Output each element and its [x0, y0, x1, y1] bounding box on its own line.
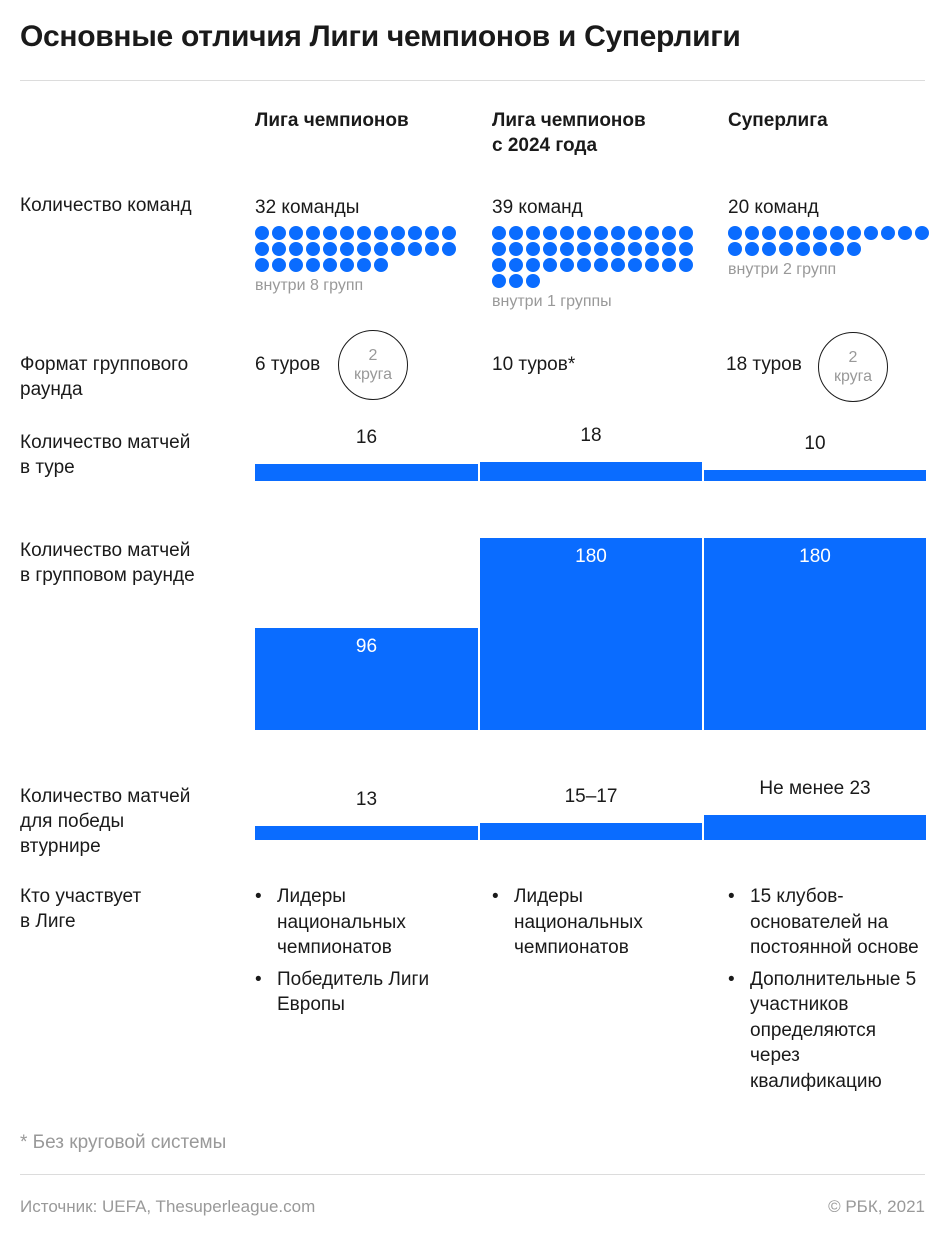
- bar-value-label: 16: [355, 427, 378, 448]
- copyright: © РБК, 2021: [828, 1197, 925, 1216]
- bar-value-label: 10: [804, 433, 826, 454]
- team-dot: [357, 242, 371, 256]
- team-dot: [509, 242, 523, 256]
- bar: [255, 826, 478, 840]
- team-dot: [442, 226, 456, 240]
- team-dot: [492, 274, 506, 288]
- team-dot: [492, 258, 506, 272]
- team-dot: [796, 226, 810, 240]
- bottom-divider: [20, 1174, 925, 1175]
- bar: [704, 815, 926, 840]
- team-dot: [645, 258, 659, 272]
- bar-value-label: 180: [575, 546, 607, 567]
- row-label-teams: Количество команд: [20, 195, 192, 216]
- team-dot: [509, 258, 523, 272]
- team-dots: [255, 226, 460, 272]
- team-dot: [323, 242, 337, 256]
- bar-value-label: 13: [355, 789, 378, 810]
- team-dot: [425, 226, 439, 240]
- team-dot: [762, 242, 776, 256]
- teams-groups-label: внутри 2 групп: [728, 261, 837, 278]
- list-item: • Лидеры национальных чемпионатов: [492, 884, 692, 961]
- team-dot: [847, 226, 861, 240]
- team-dot: [442, 242, 456, 256]
- column-header-ucl: Лига чемпионов: [255, 110, 409, 131]
- team-dot: [813, 226, 827, 240]
- team-dots: [728, 226, 933, 256]
- team-dot: [306, 258, 320, 272]
- teams-groups-label: внутри 8 групп: [255, 277, 364, 294]
- two-rounds-circle: 2 круга: [818, 332, 888, 402]
- team-dot: [255, 258, 269, 272]
- team-dot: [340, 258, 354, 272]
- row-label-matches-per-tour: Количество матчей в туре: [20, 432, 191, 478]
- team-dot: [272, 226, 286, 240]
- team-dot: [408, 226, 422, 240]
- team-dot: [628, 226, 642, 240]
- team-dot: [762, 226, 776, 240]
- team-dot: [847, 242, 861, 256]
- team-dot: [679, 242, 693, 256]
- team-dot: [864, 226, 878, 240]
- team-dot: [779, 242, 793, 256]
- team-dot: [289, 258, 303, 272]
- team-dot: [509, 274, 523, 288]
- team-dot: [779, 226, 793, 240]
- team-dot: [323, 258, 337, 272]
- team-dot: [560, 258, 574, 272]
- teams-count-label: 32 команды: [255, 197, 360, 218]
- bar: [480, 823, 702, 840]
- teams-ucl: [255, 195, 460, 296]
- team-dot: [374, 226, 388, 240]
- team-dot: [272, 242, 286, 256]
- team-dot: [357, 258, 371, 272]
- team-dot: [745, 242, 759, 256]
- team-dot: [915, 226, 929, 240]
- team-dot: [898, 226, 912, 240]
- format-ucl-2024-tours: 10 туров*: [492, 354, 576, 375]
- column-header-ucl-2024: Лига чемпионов с 2024 года: [492, 110, 646, 156]
- teams-superleague: [728, 195, 933, 280]
- team-dot: [577, 258, 591, 272]
- team-dot: [543, 242, 557, 256]
- bar-value-label: Не менее 23: [759, 778, 871, 799]
- team-dot: [408, 242, 422, 256]
- team-dot: [662, 226, 676, 240]
- team-dot: [645, 226, 659, 240]
- team-dot: [577, 242, 591, 256]
- list-item: • Победитель Лиги Европы: [255, 967, 460, 1018]
- participants-superleague: [728, 884, 928, 1100]
- team-dot: [662, 258, 676, 272]
- team-dot: [357, 226, 371, 240]
- footnote: * Без круговой системы: [20, 1132, 227, 1153]
- teams-count-label: 20 команд: [728, 197, 819, 218]
- team-dot: [526, 258, 540, 272]
- team-dot: [391, 226, 405, 240]
- team-dot: [255, 226, 269, 240]
- row-label-matches-to-win: Количество матчей для победы втурнире: [20, 786, 191, 857]
- team-dot: [255, 242, 269, 256]
- team-dot: [543, 258, 557, 272]
- top-divider: [20, 80, 925, 81]
- team-dot: [813, 242, 827, 256]
- source-note: Источник: UEFA, Thesuperleague.com: [20, 1197, 316, 1216]
- team-dot: [611, 226, 625, 240]
- team-dot: [728, 242, 742, 256]
- team-dot: [560, 242, 574, 256]
- bar-value-label: 180: [799, 546, 831, 567]
- team-dot: [679, 258, 693, 272]
- team-dot: [662, 242, 676, 256]
- team-dot: [830, 226, 844, 240]
- list-item: • Лидеры национальных чемпионатов: [255, 884, 460, 961]
- team-dot: [679, 226, 693, 240]
- page-title: Основные отличия Лиги чемпионов и Суперлиги: [20, 20, 741, 53]
- row-label-participants: Кто участвует в Лиге: [20, 886, 142, 932]
- team-dot: [323, 226, 337, 240]
- team-dot: [745, 226, 759, 240]
- team-dot: [289, 226, 303, 240]
- team-dot: [374, 242, 388, 256]
- participants-ucl-2024: [492, 884, 692, 967]
- team-dot: [391, 242, 405, 256]
- column-header-superleague: Суперлига: [728, 110, 828, 131]
- bar: [255, 464, 478, 481]
- format-superleague-tours: 18 туров: [726, 354, 802, 375]
- teams-count-label: 39 команд: [492, 197, 583, 218]
- list-item: • 15 клубов-основателей на постоянной основе: [728, 884, 928, 961]
- team-dot: [509, 226, 523, 240]
- team-dot: [492, 242, 506, 256]
- team-dot: [628, 258, 642, 272]
- team-dot: [594, 242, 608, 256]
- team-dot: [526, 242, 540, 256]
- row-label-format: Формат группового раунда: [20, 354, 189, 400]
- two-rounds-circle: 2 круга: [338, 330, 408, 400]
- team-dot: [289, 242, 303, 256]
- team-dot: [577, 226, 591, 240]
- team-dots: [492, 226, 697, 288]
- team-dot: [796, 242, 810, 256]
- bar: [704, 470, 926, 481]
- team-dot: [272, 258, 286, 272]
- team-dot: [425, 242, 439, 256]
- team-dot: [728, 226, 742, 240]
- team-dot: [611, 258, 625, 272]
- team-dot: [306, 242, 320, 256]
- team-dot: [628, 242, 642, 256]
- team-dot: [374, 258, 388, 272]
- team-dot: [645, 242, 659, 256]
- teams-ucl-2024: [492, 195, 697, 312]
- row-label-matches-group: Количество матчей в групповом раунде: [20, 540, 195, 586]
- bar: [480, 462, 702, 481]
- participants-ucl: [255, 884, 460, 1024]
- format-ucl-tours: 6 туров: [255, 354, 321, 375]
- bar-value-label: 15–17: [564, 786, 618, 807]
- list-item: • Дополнительные 5 участников определяются через квалификацию: [728, 967, 928, 1095]
- team-dot: [492, 226, 506, 240]
- bar-value-label: 18: [580, 425, 602, 446]
- team-dot: [526, 226, 540, 240]
- bar-value-label: 96: [355, 636, 378, 657]
- team-dot: [340, 226, 354, 240]
- team-dot: [830, 242, 844, 256]
- team-dot: [560, 226, 574, 240]
- team-dot: [340, 242, 354, 256]
- team-dot: [881, 226, 895, 240]
- team-dot: [611, 242, 625, 256]
- teams-groups-label: внутри 1 группы: [492, 293, 612, 310]
- team-dot: [594, 226, 608, 240]
- team-dot: [594, 258, 608, 272]
- team-dot: [543, 226, 557, 240]
- team-dot: [526, 274, 540, 288]
- team-dot: [306, 226, 320, 240]
